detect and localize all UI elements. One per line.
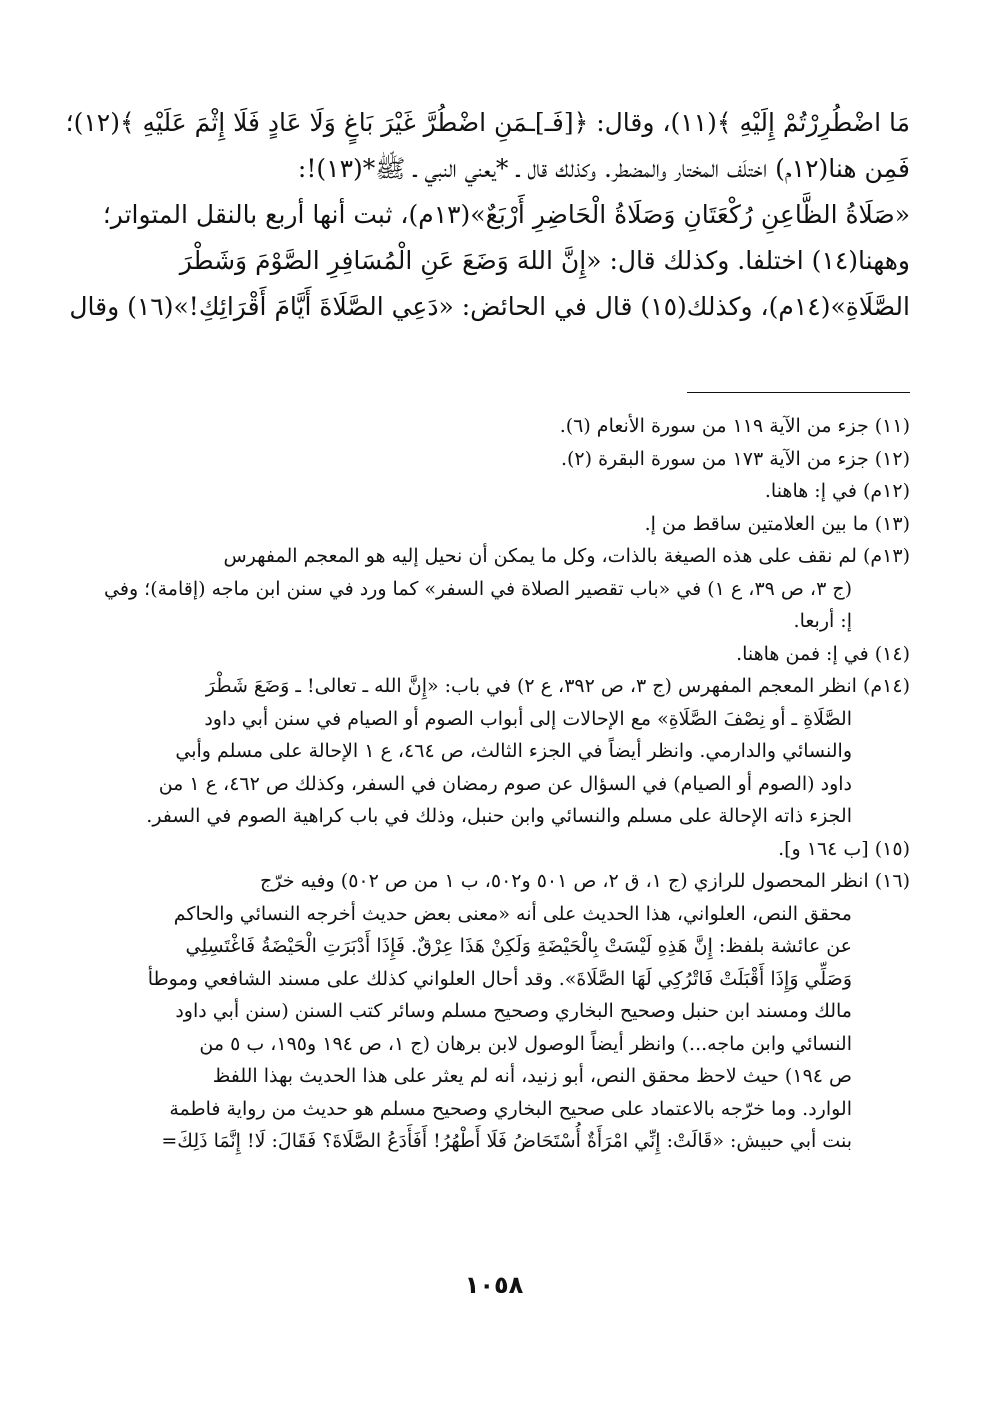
- footnote-line: (١٤م) انظر المعجم المفهرس (ج ٣، ص ٣٩٢، ع ٢) في باب: «إِنَّ الله ـ تعالى! ـ وَضَعَ شَطْرَ: [205, 675, 910, 697]
- main-text-line: الصَّلَاةِ»(١٤م)، وكذلك(١٥) قال في الحائض: «دَعِي الصَّلَاةَ أَيَّامَ أَقْرَائِكِ!»(١٦) وقال: [69, 292, 910, 321]
- footnote-separator: [687, 392, 910, 393]
- footnote-line: (١٣) ما بين العلامتين ساقط من إ.: [644, 512, 910, 535]
- footnote-line: ص ١٩٤) حيث لاحظ محقق النص، أبو زنيد، أنه لم يعثر على هذا الحديث بهذا اللفظ: [212, 1065, 852, 1087]
- footnote-line: والنسائي والدارمي. وانظر أيضاً في الجزء الثالث، ص ٤٦٤، ع ١ الإحالة على مسلم وأبي: [175, 740, 852, 762]
- footnote-line: إ: أربعا.: [793, 610, 852, 632]
- footnote-line: وَصَلِّي وَإِذَا أَقْبَلَتْ فَاتْرُكِي لَهَا الصَّلَاةَ». وقد أحال العلواني كذلك على مسند الشافعي وموطأ: [147, 967, 852, 990]
- footnote-line: النسائي وابن ماجه...) وانظر أيضاً الوصول لابن برهان (ج ١، ص ١٩٤ و١٩٥، ب ٥ من: [199, 1032, 852, 1055]
- page-number: ١٠٥٨: [464, 1271, 524, 1299]
- main-text-line: فَمِن هنا(١٢م) اختلَف المختار والمضطر. وكذلك قال ـ *يعني النبي ـ ﷺ*(١٣)!:: [297, 154, 910, 183]
- footnote-11: [80, 410, 910, 443]
- footnote-line: (١٢) جزء من الآية ١٧٣ من سورة البقرة (٢).: [560, 447, 910, 470]
- footnote-line: عن عائشة بلفظ: إِنَّ هَذِهِ لَيْسَتْ بِالْحَيْضَةِ وَلَكِنْ هَذَا عِرْقٌ. فَإِذَا أَدْبَرَتِ الْحَيْضَةُ فَاغْتَسِلِي: [185, 935, 852, 957]
- footnote-line: (١٦) انظر المحصول للرازي (ج ١، ق ٢، ص ٥٠١ و٥٠٢، ب ١ من ص ٥٠٢) وفيه خرّج: [260, 870, 910, 892]
- footnote-line: (١١) جزء من الآية ١١٩ من سورة الأنعام (٦).: [559, 415, 910, 437]
- footnote-line: (١٣م) لم نقف على هذه الصيغة بالذات، وكل ما يمكن أن نحيل إليه هو المعجم المفهرس: [223, 545, 910, 567]
- footnote-line: (١٤) في إ: فمن هاهنا.: [736, 642, 910, 665]
- footnote-15: [80, 833, 910, 866]
- footnote-line: (١٥) [ب ١٦٤ و].: [778, 837, 910, 860]
- footnote-line: مالك ومسند ابن حنبل وصحيح البخاري وصحيح مسلم وسائر كتب السنن (سنن أبي داود: [175, 1000, 852, 1022]
- footnote-16: [80, 865, 910, 1158]
- footnote-line: بنت أبي حبيش: «قَالَتْ: إِنِّي امْرَأَةٌ أُسْتَحَاضُ فَلَا أَطْهُرُ! أَفَأَدَعُ الصَّلَاةَ؟ فَقَالَ: لَا! إِنَّمَا ذَلِكَ=: [161, 1130, 852, 1152]
- footnote-12: [80, 443, 910, 476]
- footnote-line: الجزء ذاته الإحالة على مسلم والنسائي وابن حنبل، وذلك في باب كراهية الصوم في السفر.: [146, 805, 852, 827]
- main-text-line: «صَلَاةُ الظَّاعِنِ رُكْعَتَانِ وَصَلَاةُ الْحَاضِرِ أَرْبَعٌ»(١٣م)، ثبت أنها أربع بالنقل المتواتر؛: [102, 200, 910, 229]
- footnote-13m: [80, 540, 910, 638]
- footnote-line: داود (الصوم أو الصيام) في السؤال عن صوم رمضان في السفر، وكذلك ص ٤٦٢، ع ١ من: [158, 772, 852, 795]
- footnote-line: الصَّلَاةِ ـ أو نِصْفَ الصَّلَاةِ» مع الإحالات إلى أبواب الصوم أو الصيام في سنن أبي داود: [204, 707, 852, 730]
- footnote-14m: [80, 670, 910, 833]
- footnote-line: محقق النص، العلواني، هذا الحديث على أنه «معنى بعض حديث أخرجه النسائي والحاكم: [173, 902, 852, 925]
- main-text-line: مَا اضْطُرِرْتُمْ إِلَيْهِ ﴾(١١)، وقال: ﴿[فَـ]ـمَنِ اضْطُرَّ غَيْرَ بَاغٍ وَلَا عَادٍ فَلَا إِثْمَ عَلَيْهِ ﴾(١٢)؛: [65, 108, 910, 137]
- footnote-14: [80, 638, 910, 671]
- page: [65, 100, 910, 1152]
- main-text-line: وههنا(١٤) اختلفا. وكذلك قال: «إِنَّ اللهَ وَضَعَ عَنِ الْمُسَافِرِ الصَّوْمَ وَشَطْرَ: [179, 246, 910, 275]
- main-text: [65, 100, 910, 330]
- footnotes: [80, 410, 910, 1158]
- footnote-line: (ج ٣، ص ٣٩، ع ١) في «باب تقصير الصلاة في السفر» كما ورد في سنن ابن ماجه (إقامة)؛ وفي: [104, 577, 852, 600]
- footnote-12m: [80, 475, 910, 508]
- footnote-line: الوارد. وما خرّجه بالاعتماد على صحيح البخاري وصحيح مسلم هو حديث من رواية فاطمة: [169, 1097, 852, 1120]
- footnote-13: [80, 508, 910, 541]
- footnote-line: (١٢م) في إ: هاهنا.: [764, 480, 910, 502]
